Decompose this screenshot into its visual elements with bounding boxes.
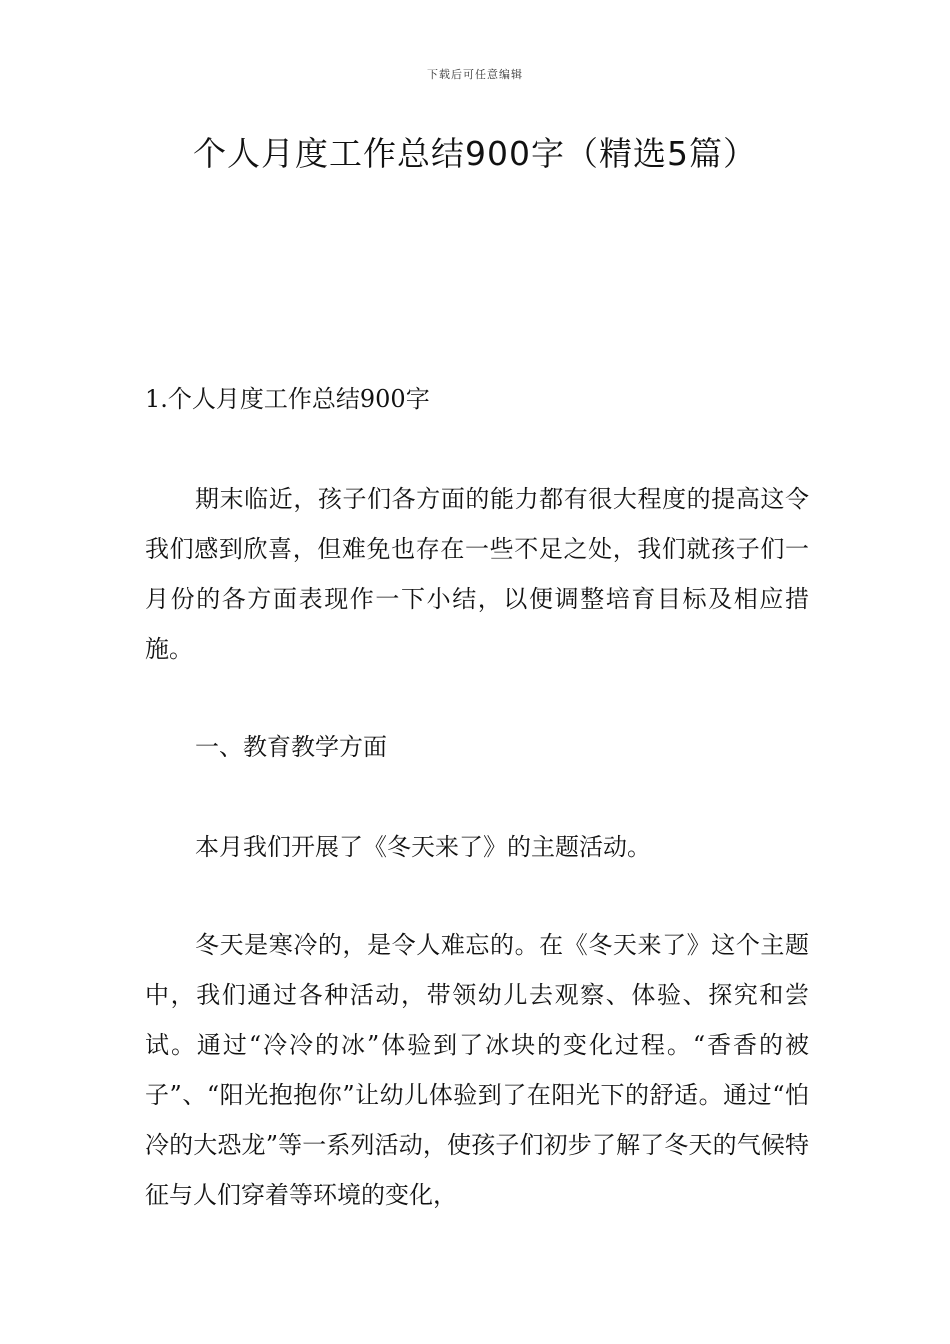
paragraph-theme-activity: 本月我们开展了《冬天来了》的主题活动。	[195, 833, 651, 861]
paragraph-winter: 冬天是寒冷的，是令人难忘的。在《冬天来了》这个主题中，我们通过各种活动，带领幼儿去观察、体验、探究和尝试。通过“冷冷的冰”体验到了冰块的变化过程。“香香的被子”、“阳光抱抱你”让幼儿体验到了在阳光下的舒适。通过“怕冷的大恐龙”等一系列活动，使孩子们初步了解了冬天的气候特征与人们穿着等环境的变化，	[145, 931, 809, 1209]
section-heading: 1.个人月度工作总结900字	[145, 385, 430, 413]
header-note: 下载后可任意编辑	[427, 68, 523, 81]
subheading-education: 一、教育教学方面	[195, 733, 387, 761]
paragraph-intro: 期末临近，孩子们各方面的能力都有很大程度的提高这令我们感到欣喜，但难免也存在一些不足之处，我们就孩子们一月份的各方面表现作一下小结，以便调整培育目标及相应措施。	[145, 485, 809, 663]
document-title: 个人月度工作总结900字（精选5篇）	[193, 134, 757, 173]
